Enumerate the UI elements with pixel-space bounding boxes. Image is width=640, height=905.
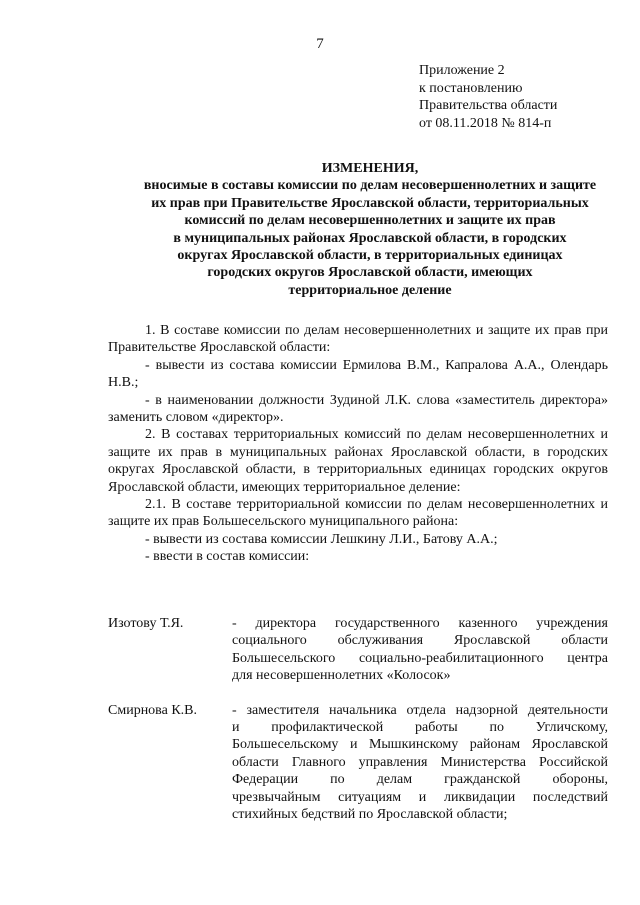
position-line: Большесельского социально-реабилитационного центра: [232, 650, 608, 666]
person-position: [232, 615, 608, 685]
paragraph-1-item: - в наименовании должности Зудиной Л.К. слова «заместитель директора» заменить словом «директор».: [108, 392, 608, 426]
position-line: чрезвычайным ситуациям и ликвидации последствий: [232, 789, 608, 805]
document-body: [108, 322, 608, 566]
paragraph-2-1-item: - вывести из состава комиссии Лешкину Л.И., Батову А.А.;: [145, 531, 498, 547]
person-name: Изотову Т.Я.: [108, 616, 184, 631]
title-line: их прав при Правительстве Ярославской области, территориальных: [151, 195, 589, 211]
person-entry: [108, 615, 608, 685]
title-line: комиссий по делам несовершеннолетних и защите их прав: [184, 213, 556, 229]
position-line: - директора государственного казенного учреждения: [232, 616, 608, 631]
position-line: социального обслуживания Ярославской области: [232, 633, 608, 649]
person-entry: [108, 702, 608, 824]
appendix-line: Приложение 2: [419, 63, 505, 78]
title-line: территориальное деление: [288, 282, 452, 298]
person-list: [108, 615, 608, 823]
position-line: и профилактической работы по Угличскому,: [232, 720, 608, 736]
position-line: Большесельскому и Мышкинскому районам Ярославской: [232, 737, 608, 753]
position-line: для несовершеннолетних «Колосок»: [232, 668, 451, 684]
position-line: - заместителя начальника отдела надзорной деятельности: [232, 702, 608, 718]
paragraph-2-1: 2.1. В составе территориальной комиссии по делам несовершеннолетних и защите их прав Большесельского муниципального района:: [108, 497, 608, 530]
person-name: Смирнова К.В.: [108, 702, 197, 718]
paragraph-1-item: - вывести из состава комиссии Ермилова В.М., Капралова А.А., Олендарь Н.В.;: [108, 357, 608, 391]
paragraph-2-1-item: - ввести в состав комиссии:: [145, 549, 310, 565]
appendix-line: Правительства области: [419, 98, 558, 113]
paragraph-1: 1. В составе комиссии по делам несовершеннолетних и защите их прав при Правительстве Ярославской области:: [108, 323, 608, 356]
page-number: 7: [316, 36, 324, 52]
appendix-block: [419, 62, 557, 132]
title-line: вносимые в составы комиссии по делам несовершеннолетних и защите: [143, 178, 597, 194]
position-line: области Главного управления Министерства Российской: [232, 754, 608, 770]
title-line: городских округов Ярославской области, имеющих: [207, 265, 533, 281]
position-line: стихийных бедствий по Ярославской области;: [232, 807, 508, 823]
appendix-line: к постановлению: [419, 80, 523, 96]
appendix-line: от 08.11.2018 № 814-п: [419, 115, 552, 131]
position-line: Федерации по делам гражданской обороны,: [232, 772, 608, 788]
document-title: [105, 160, 635, 299]
person-position: [232, 702, 608, 824]
title-line: в муниципальных районах Ярославской области, в городских: [173, 230, 567, 246]
paragraph-2: 2. В составах территориальных комиссий по делам несовершеннолетних и защите их прав в муниципальных районах Ярославской области, в городских округах Ярославской области, в территориальных единицах городских округов Ярославской области, имеющих территориальное деление:: [108, 427, 608, 495]
title-line: округах Ярославской области, в территориальных единицах: [177, 248, 563, 264]
title-heading: ИЗМЕНЕНИЯ,: [321, 161, 419, 176]
